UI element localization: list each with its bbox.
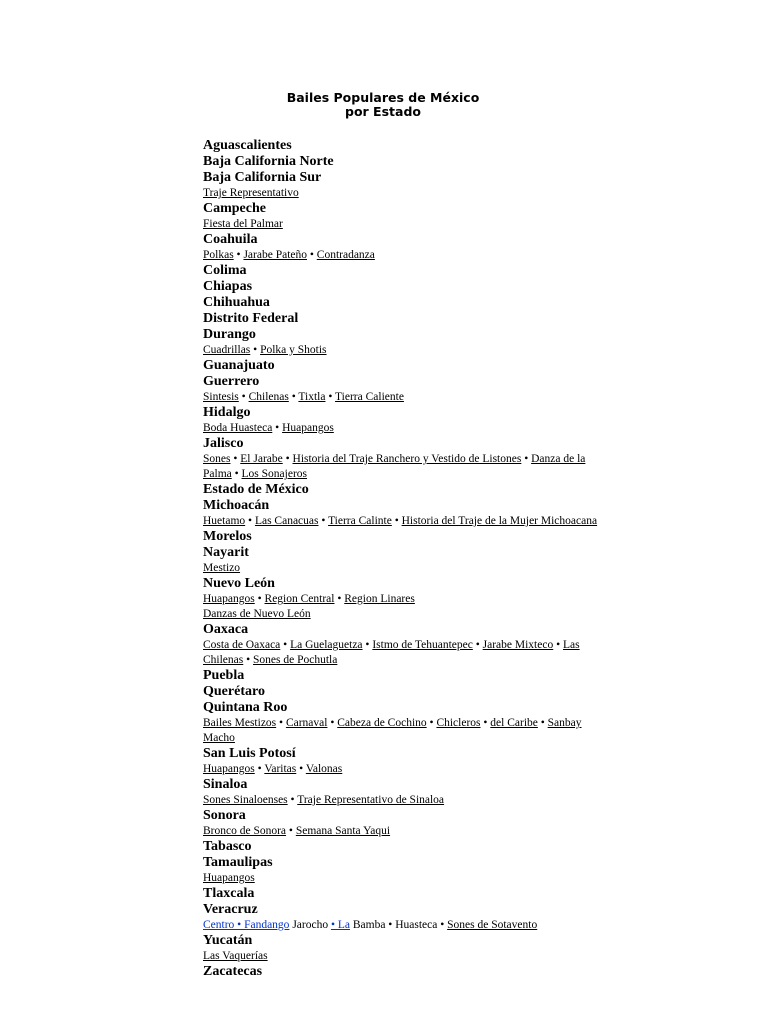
dance-link[interactable]: Polkas [203, 249, 234, 261]
state-name: Aguascalientes [203, 138, 292, 153]
state-entry [203, 839, 643, 855]
state-entry [203, 684, 643, 700]
bullet-separator: • [250, 344, 261, 356]
dance-link[interactable]: Tixtla [298, 391, 326, 403]
state-entry [203, 358, 643, 374]
state-name: Sinaloa [203, 777, 248, 792]
dance-line [203, 871, 643, 886]
dance-line [203, 638, 643, 653]
state-entry [203, 327, 643, 358]
bullet-separator: • [480, 717, 491, 729]
state-entry [203, 498, 643, 529]
state-name: Puebla [203, 668, 245, 683]
bullet-separator: • [472, 639, 483, 651]
dance-text: Jarocho [292, 919, 329, 931]
dance-link[interactable]: Las Vaquerías [203, 950, 268, 962]
state-name: Jalisco [203, 436, 244, 451]
dance-link[interactable]: Carnaval [285, 717, 328, 729]
state-name: Nayarit [203, 545, 249, 560]
state-name: Sonora [203, 808, 246, 823]
bullet-separator: • [254, 593, 265, 605]
bullet-separator: • [426, 717, 437, 729]
bullet-separator: • [362, 639, 373, 651]
bullet-separator: • [391, 515, 402, 527]
dance-link[interactable]: Jarabe Pateño [243, 249, 307, 261]
bullet-separator: • [288, 391, 299, 403]
dance-links [203, 638, 643, 668]
bullet-separator: • [276, 717, 286, 729]
state-entry [203, 808, 643, 839]
dance-link[interactable]: Chilenas [248, 391, 289, 403]
state-name: San Luis Potosí [203, 746, 296, 761]
dance-links [203, 248, 643, 263]
dance-link[interactable]: Danzas de Nuevo León [203, 608, 311, 620]
bullet-separator: • [243, 654, 254, 666]
bullet-separator: • [287, 794, 298, 806]
dance-link[interactable]: Semana Santa Yaqui [295, 825, 391, 837]
state-name: Hidalgo [203, 405, 251, 420]
dance-link[interactable]: Bailes Mestizos [203, 717, 277, 729]
dance-link[interactable]: Varitas [264, 763, 297, 775]
bullet-separator: • [325, 391, 336, 403]
dance-link[interactable]: Tierra Caliente [335, 391, 404, 403]
state-entry [203, 964, 643, 980]
state-name: Estado de México [203, 482, 309, 497]
state-entry [203, 279, 643, 295]
dance-link[interactable]: Contradanza [316, 249, 375, 261]
state-name: Coahuila [203, 232, 258, 247]
dance-link[interactable]: Polka y Shotis [260, 344, 327, 356]
dance-links [203, 217, 643, 232]
dance-link[interactable]: Traje Representativo de Sinaloa [297, 794, 445, 806]
dance-links [203, 918, 643, 933]
dance-links [203, 762, 643, 777]
dance-links [203, 824, 643, 839]
dance-link[interactable]: Chicleros [436, 717, 481, 729]
bullet-separator: • [245, 515, 255, 527]
bullet-separator: • [280, 639, 291, 651]
state-name: Tabasco [203, 839, 252, 854]
bullet-separator: • [230, 453, 241, 465]
dance-link[interactable]: Region Central [264, 593, 335, 605]
dance-line [203, 762, 643, 777]
state-entry [203, 746, 643, 777]
state-entry [203, 855, 643, 886]
state-entry [203, 436, 643, 482]
dance-links [203, 793, 643, 808]
state-name: Oaxaca [203, 622, 249, 637]
bullet-separator: • [296, 763, 306, 775]
dance-text: Bamba • Huasteca [352, 919, 438, 931]
dance-link[interactable]: Tierra Calinte [328, 515, 392, 527]
document-title [0, 91, 766, 119]
state-entry [203, 170, 643, 201]
dance-line [203, 653, 643, 668]
dance-link[interactable]: Huetamo [203, 515, 246, 527]
dance-link[interactable]: Valonas [305, 763, 343, 775]
dance-line [203, 731, 643, 746]
state-entry [203, 886, 643, 902]
state-name: Durango [203, 327, 256, 342]
dance-links [203, 421, 643, 436]
dance-link[interactable]: Sones de Sotavento [447, 919, 538, 931]
state-name: Guanajuato [203, 358, 275, 373]
state-name: Michoacán [203, 498, 270, 513]
dance-links [203, 343, 643, 358]
dance-link[interactable]: Danza de la [531, 453, 586, 465]
dance-link[interactable]: Huapangos [203, 593, 255, 605]
state-entry [203, 482, 643, 498]
dance-links [203, 514, 643, 529]
states-list [203, 138, 643, 980]
state-name: Colima [203, 263, 247, 278]
dance-link[interactable]: Jarabe Mixteco [482, 639, 554, 651]
dance-line [203, 421, 643, 436]
bullet-separator: • [553, 639, 563, 651]
dance-link[interactable]: Cabeza de Cochino [337, 717, 427, 729]
dance-link[interactable]: Cuadrillas [203, 344, 251, 356]
bullet-separator: • [272, 422, 283, 434]
dance-link[interactable]: Costa de Oaxaca [203, 639, 281, 651]
dance-line [203, 514, 643, 529]
bullet-separator: • [307, 249, 317, 261]
state-entry [203, 311, 643, 327]
dance-link[interactable]: Huapangos [203, 872, 255, 884]
state-entry [203, 700, 643, 746]
dance-line [203, 248, 643, 263]
dance-line [203, 343, 643, 358]
dance-link[interactable]: Bronco de Sonora [203, 825, 287, 837]
state-name: Morelos [203, 529, 252, 544]
bullet-separator: • [286, 825, 296, 837]
state-entry [203, 154, 643, 170]
dance-link[interactable]: Sintesis [203, 391, 239, 403]
state-name: Zacatecas [203, 964, 263, 979]
bullet-separator: • [334, 593, 345, 605]
state-entry [203, 622, 643, 668]
dance-link[interactable]: Sones [203, 453, 231, 465]
dance-links [203, 871, 643, 886]
state-name: Campeche [203, 201, 266, 216]
dance-link[interactable]: Macho [203, 732, 235, 744]
state-name: Veracruz [203, 902, 258, 917]
state-entry [203, 902, 643, 933]
dance-link[interactable]: Palma [203, 468, 232, 480]
state-entry [203, 201, 643, 232]
dance-link[interactable]: Los Sonajeros [241, 468, 308, 480]
state-name: Quintana Roo [203, 700, 288, 715]
dance-link[interactable]: Historia del Traje de la Mujer Michoacana [401, 515, 598, 527]
dance-links [203, 452, 643, 482]
dance-link[interactable]: Chilenas [203, 654, 244, 666]
dance-link[interactable]: Sones Sinaloenses [203, 794, 288, 806]
dance-line [203, 561, 643, 576]
state-name: Yucatán [203, 933, 253, 948]
title-line-2: por Estado [345, 104, 421, 119]
dance-line [203, 390, 643, 405]
state-entry [203, 263, 643, 279]
bullet-separator: • [327, 717, 338, 729]
dance-line [203, 452, 643, 467]
dance-link[interactable]: Sones de Pochutla [253, 654, 338, 666]
dance-line [203, 716, 643, 731]
dance-link[interactable]: Traje Representativo [203, 187, 299, 199]
bullet-separator: • [437, 919, 448, 931]
dance-links [203, 949, 643, 964]
bullet-separator: • [318, 515, 329, 527]
state-entry [203, 138, 643, 154]
dance-link[interactable]: Region Linares [344, 593, 415, 605]
state-name: Distrito Federal [203, 311, 299, 326]
dance-line [203, 467, 643, 482]
dance-link[interactable]: Istmo de Tehuantepec [372, 639, 473, 651]
bullet-separator: • [254, 763, 265, 775]
dance-links [203, 186, 643, 201]
dance-links [203, 716, 643, 746]
dance-link[interactable]: Boda Huasteca [203, 422, 273, 434]
state-entry [203, 545, 643, 576]
dance-link[interactable]: Centro • Fandango [203, 919, 290, 931]
state-name: Tamaulipas [203, 855, 273, 870]
dance-line [203, 824, 643, 839]
dance-line [203, 918, 643, 933]
state-name: Guerrero [203, 374, 260, 389]
bullet-separator: • [521, 453, 532, 465]
bullet-separator: • [238, 391, 249, 403]
state-name: Querétaro [203, 684, 265, 699]
dance-line [203, 949, 643, 964]
state-entry [203, 576, 643, 622]
dance-line [203, 592, 643, 607]
state-name: Baja California Sur [203, 170, 322, 185]
state-entry [203, 232, 643, 263]
dance-link[interactable]: La Guelaguetza [290, 639, 363, 651]
state-name: Tlaxcala [203, 886, 255, 901]
dance-link[interactable]: del Caribe [490, 717, 538, 729]
state-entry [203, 777, 643, 808]
dance-line [203, 607, 643, 622]
bullet-separator: • [282, 453, 293, 465]
dance-link[interactable]: Mestizo [203, 562, 241, 574]
state-entry [203, 933, 643, 964]
dance-line [203, 793, 643, 808]
dance-link[interactable]: Huapangos [203, 763, 255, 775]
state-name: Chihuahua [203, 295, 270, 310]
state-name: Chiapas [203, 279, 253, 294]
state-entry [203, 295, 643, 311]
dance-link[interactable]: Las [563, 639, 580, 651]
state-name: Nuevo León [203, 576, 275, 591]
state-entry [203, 668, 643, 684]
state-name: Baja California Norte [203, 154, 334, 169]
bullet-separator: • [231, 468, 242, 480]
dance-link[interactable]: Las Canacuas [254, 515, 319, 527]
dance-link[interactable]: Fiesta del Palmar [203, 218, 283, 230]
dance-line [203, 186, 643, 201]
dance-link[interactable]: El Jarabe [240, 453, 283, 465]
dance-links [203, 390, 643, 405]
bullet-separator: • [233, 249, 244, 261]
dance-link[interactable]: Sanbay [547, 717, 582, 729]
dance-link[interactable]: • La [330, 919, 350, 931]
title-line-1: Bailes Populares de México [286, 90, 480, 105]
state-entry [203, 405, 643, 436]
state-entry [203, 529, 643, 545]
dance-link[interactable]: Huapangos [282, 422, 334, 434]
dance-links [203, 561, 643, 576]
bullet-separator: • [537, 717, 548, 729]
dance-link[interactable]: Historia del Traje Ranchero y Vestido de Listones [292, 453, 522, 465]
dance-links [203, 592, 643, 622]
state-entry [203, 374, 643, 405]
dance-line [203, 217, 643, 232]
